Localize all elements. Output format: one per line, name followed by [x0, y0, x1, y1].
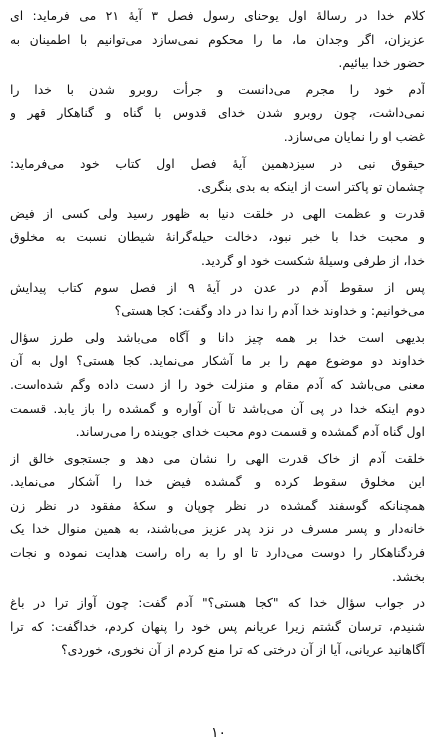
- text-line: شنیدم، ترسان گشتم زیرا عریانم پس خود را پنهان کردم، خداگفت: که ترا: [10, 618, 425, 634]
- text-line: همچنانکه گوسفند گمشده در نظر چوپان و سکهٔ مفقود در نظر زن: [10, 497, 425, 513]
- text-line: عزیزان، اگر وجدان ما، ما را محکوم نمی‌سازد می‌توانیم با اطمینان به: [10, 31, 425, 47]
- text-line: نمی‌داشت، چون روبرو شدن خدای قدوس با گناه و گناهکار قهر و: [10, 105, 425, 121]
- paragraph: [10, 276, 425, 323]
- text-line: قدرت و عظمت الهی در خلقت دنیا به ظهور رسید ولی کسی از فیض: [10, 205, 425, 221]
- text-line: حیقوق نبی در سیزدهمین آیهٔ فصل اول کتاب خود می‌فرماید:: [10, 155, 425, 171]
- paragraph: [10, 326, 425, 444]
- paragraph: [10, 78, 425, 149]
- text-line: خلقت آدم از خاک قدرت الهی را نشان می دهد و جستجوی خالق از: [10, 450, 425, 466]
- text-line: بدیهی است خدا بر همه چیز دانا و آگاه می‌باشد ولی طرز سؤال: [10, 329, 425, 345]
- body-text: [10, 4, 425, 662]
- page-number: ۱۰: [210, 725, 227, 741]
- text-line: آگاهانید عریانی، آیا از آن درختی که ترا منع کردم از آن نخوری، خوردی؟: [61, 642, 425, 658]
- text-line: کلام خدا در رسالهٔ اول یوحنای رسول فصل ۳ آیهٔ ۲۱ می فرماید: ای: [10, 8, 425, 23]
- text-line: خدا، از طرفی وسیلهٔ شکست خود او گردید.: [201, 252, 425, 268]
- text-line: غضب او را نمایان می‌سازد.: [283, 128, 425, 144]
- text-line: اول گناه آدم گمشده و قسمت دوم محبت خدای جوینده را می‌رساند.: [75, 424, 425, 440]
- text-line: حضور خدا بیائیم.: [338, 55, 425, 71]
- paragraph: [10, 591, 425, 662]
- text-line: بخشد.: [392, 568, 425, 584]
- text-line: خانه‌دار و پسر مسرف در نزد پدر عزیز می‌باشند، به همین منوال خدا یک: [10, 521, 425, 537]
- paragraph: [10, 152, 425, 199]
- text-line: می‌خوانیم: و خداوند خدا آدم را ندا در داد وگفت: کجا هستی؟: [114, 303, 425, 319]
- text-line: پس از سقوط آدم در عدن در آیهٔ ۹ از فصل سوم کتاب پیدایش: [10, 279, 425, 295]
- text-line: آدم خود را مجرم می‌دانست و جرأت روبرو شدن با خدا را: [10, 81, 425, 97]
- paragraph: [10, 4, 425, 75]
- text-line: معنی می‌باشد که آدم مقام و منزلت خود را از دست داده وگم شده‌است.: [10, 376, 425, 392]
- text-line: در جواب سؤال خدا که "کجا هستی؟" آدم گفت: چون آواز ترا در باغ: [10, 595, 425, 611]
- paragraph: [10, 202, 425, 273]
- text-line: این مخلوق سقوط کرده و گمشده فیض خدا را آشکار می‌نماید.: [10, 474, 425, 490]
- text-line: دوم اینکه خدا در پی آن می‌باشد تا آن آواره و گمشده را باز یابد. قسمت: [10, 400, 425, 416]
- text-line: چشمان تو پاکتر است از اینکه به بدی بنگری.: [197, 179, 425, 195]
- paragraph: [10, 447, 425, 589]
- text-line: فردگناهکار را دوست می‌دارد تا او را به راه راست هدایت نموده و نجات: [10, 545, 425, 561]
- text-line: خداوند دو موضوع مهم را بر ما آشکار می‌نماید. کجا هستی؟ اول به آن: [10, 353, 425, 369]
- text-line: و محبت خدا با خبر نبود، دخالت حیله‌گرانهٔ شیطان نسبت به مخلوق: [10, 229, 425, 245]
